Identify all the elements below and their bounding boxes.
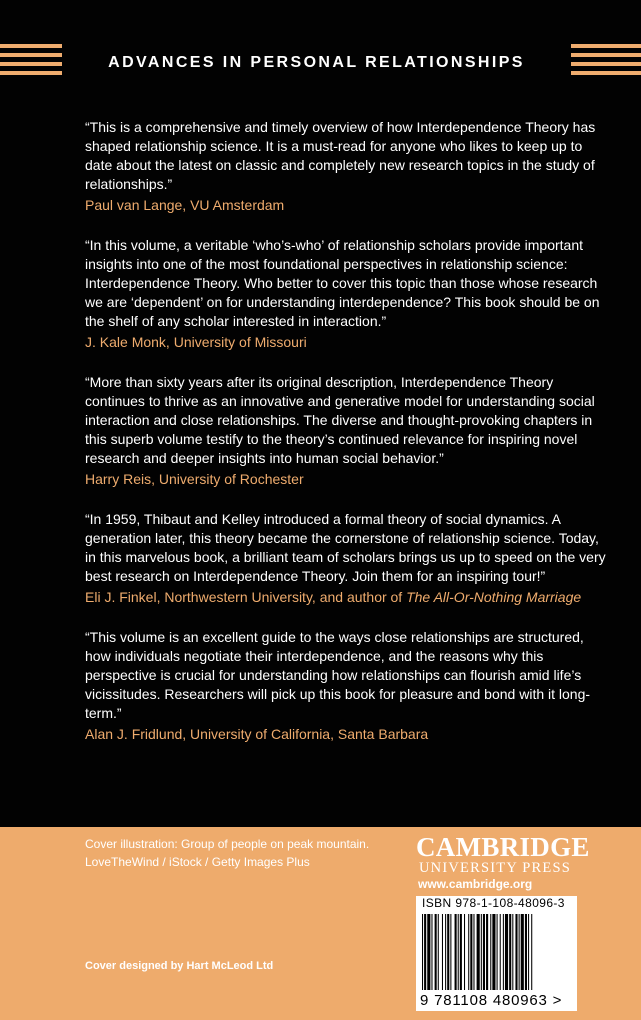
- endorsements: [85, 118, 610, 765]
- header-stripes-left: [0, 44, 62, 84]
- publisher-url: www.cambridge.org: [418, 877, 533, 891]
- header-stripes-right: [571, 44, 641, 84]
- publisher-logo-press: UNIVERSITY PRESS: [419, 860, 572, 876]
- barcode-digits: 9 781108 480963 >: [420, 992, 563, 1009]
- endorsement-attribution: J. Kale Monk, University of Missouri: [85, 334, 307, 350]
- endorsement-attribution: Alan J. Fridlund, University of California, Santa Barbara: [85, 726, 429, 742]
- barcode-icon: [422, 914, 572, 990]
- endorsement: [85, 236, 610, 352]
- endorsement-quote: “In 1959, Thibaut and Kelley introduced a formal theory of social dynamics. A generation later, this theory became the cornerstone of relationship science. Today, in this marvelous book, a brilliant team of scholars brings us up to speed on the very best research on Interdependence Theory. Join them for an inspiring tour!”: [85, 511, 606, 584]
- barcode-panel: [416, 896, 577, 1011]
- endorsement-quote: “This is a comprehensive and timely overview of how Interdependence Theory has shaped relationship science. It is a must-read for anyone who likes to keep up to date about the latest on classic and completely new research topics in the study of relationships.”: [85, 119, 596, 192]
- designer-credit: Cover designed by Hart McLeod Ltd: [85, 960, 274, 972]
- endorsement-attribution: Paul van Lange, VU Amsterdam: [85, 197, 285, 213]
- book-title: The All-Or-Nothing Marriage: [406, 589, 582, 605]
- series-title: ADVANCES IN PERSONAL RELATIONSHIPS: [108, 54, 525, 71]
- endorsement: [85, 628, 610, 744]
- footer-band: [0, 827, 641, 1020]
- isbn-label: ISBN 978-1-108-48096-3: [422, 896, 565, 910]
- endorsement: [85, 118, 610, 215]
- cover-credit-line-1: Cover illustration: Group of people on peak mountain.: [85, 837, 370, 851]
- endorsement-quote: “This volume is an excellent guide to the ways close relationships are structured, how individuals negotiate their interdependence, and the reasons why this perspective is crucial for understanding how relationships can flourish amid life’s vicissitudes. Researchers will pick up this book for pleasure and bond with it long-term.”: [85, 629, 591, 721]
- cover-credit-line-2: LoveTheWind / iStock / Getty Images Plus: [85, 855, 310, 869]
- attribution-text: Eli J. Finkel, Northwestern University, and author of: [85, 589, 407, 605]
- endorsement: [85, 510, 610, 607]
- endorsement-attribution: Harry Reis, University of Rochester: [85, 471, 304, 487]
- endorsement-quote: “In this volume, a veritable ‘who’s-who’ of relationship scholars provide important insights into one of the most foundational perspectives in relationship science: Interdependence Theory. Who better to cover this topic than those whose research we are ‘dependent’ on for understanding interdependence? This book should be on the shelf of any scholar interested in interaction.”: [85, 237, 600, 329]
- endorsement: [85, 373, 610, 489]
- endorsement-attribution: [85, 588, 610, 607]
- endorsement-quote: “More than sixty years after its original description, Interdependence Theory continues to thrive as an innovative and generative model for understanding social interaction and close relationships. The diverse and thought-provoking chapters in this superb volume testify to the theory’s continued relevance for inspiring novel research and deeper insights into human social behavior.”: [85, 374, 595, 466]
- publisher-logo-name: CAMBRIDGE: [416, 832, 590, 862]
